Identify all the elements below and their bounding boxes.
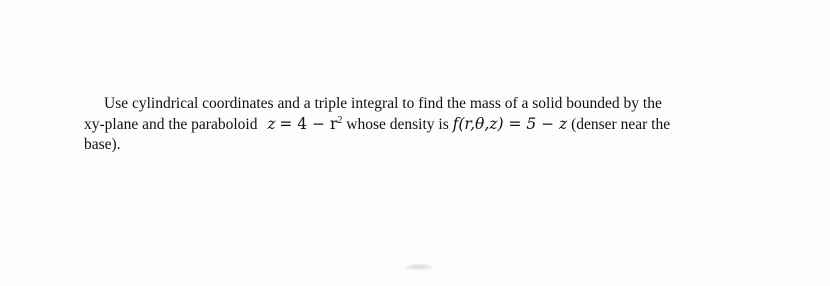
scan-smudge bbox=[405, 264, 433, 270]
problem-statement bbox=[84, 94, 744, 155]
density-function: f(r,θ,z) = 5 − z bbox=[452, 115, 568, 133]
line2-prefix: xy-plane and the paraboloid bbox=[84, 116, 258, 133]
problem-line-2 bbox=[84, 114, 744, 135]
paraboloid-rhs: = 4 − r bbox=[279, 115, 338, 133]
paraboloid-lhs: z bbox=[267, 115, 276, 133]
line2-suffix: (denser near the bbox=[571, 116, 671, 133]
paraboloid-exponent: 2 bbox=[337, 114, 343, 126]
line2-mid: whose density is bbox=[346, 116, 449, 133]
problem-line-1: Use cylindrical coordinates and a triple integral to find the mass of a solid bounded by the bbox=[104, 95, 662, 112]
problem-line-3: base). bbox=[84, 136, 121, 153]
